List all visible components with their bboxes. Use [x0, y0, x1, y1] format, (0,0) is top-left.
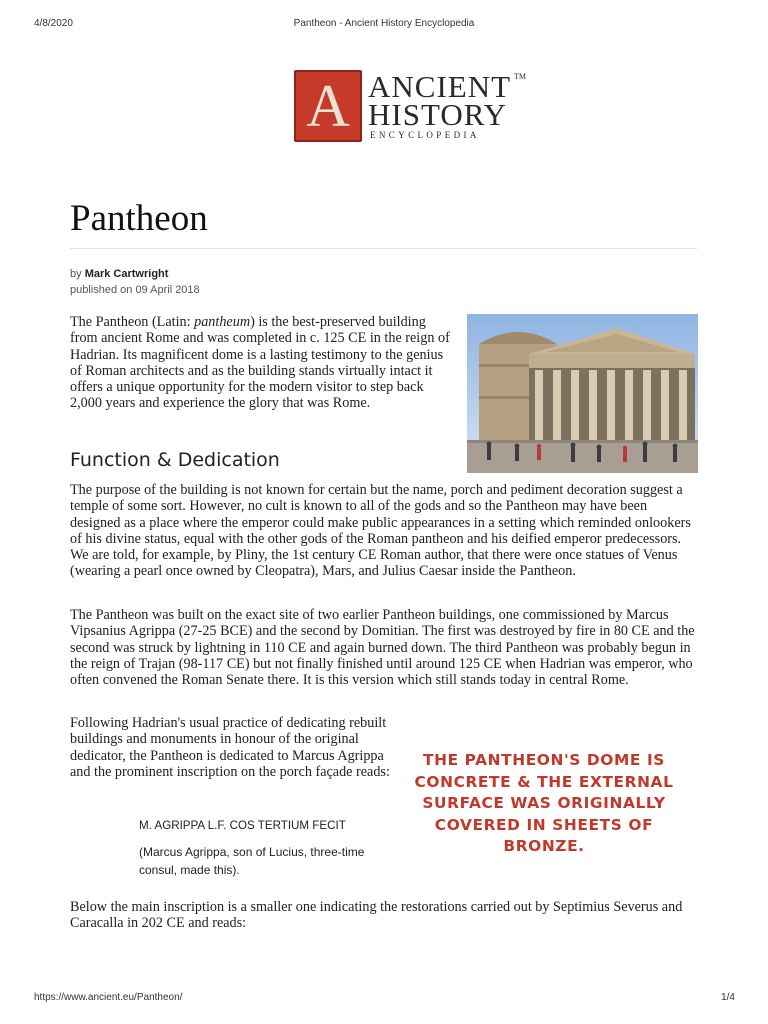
logo-trademark: TM [514, 72, 526, 81]
byline-prefix: by [70, 268, 82, 280]
intro-text-end: ) is the best-preserved building from ancient Rome and was completed in c. 125 CE in the reign of Hadrian. Its magnificent dome is a lasting testimony to the genius of Roman architects and as the building stands virtually intact it offers a unique opportunity for the modern visitor to step back 2,000 years and experience the glory that was Rome. [70, 314, 450, 412]
print-page-number: 1/4 [721, 992, 735, 1003]
logo-line-history: HISTORY [368, 97, 508, 132]
paragraph-history: The Pantheon was built on the exact site of two earlier Pantheon buildings, one commissioned by Marcus Vipsanius Agrippa (27-25 BCE) and the second by Domitian. The first was destroyed by fire in 80 CE and the second was struck by lightning in 110 CE and again burned down. The third Pantheon was probably begun in the reign of Trajan (98-117 CE) but not finally finished until around 125 CE when Hadrian was emperor, who often convened the Roman Senate there. It is this version which still stands today in central Rome. [70, 607, 695, 689]
author-link[interactable]: Mark Cartwright [84, 268, 169, 280]
page-title: Pantheon [70, 198, 208, 239]
logo-line-encyclopedia: ENCYCLOPEDIA [370, 130, 480, 140]
print-header [0, 18, 768, 32]
print-date: 4/8/2020 [34, 18, 73, 29]
intro-latin-term: pantheum [194, 314, 251, 330]
byline [70, 266, 200, 298]
intro-text-start: The Pantheon (Latin: [70, 314, 195, 330]
print-footer [0, 992, 768, 1006]
pantheon-photo[interactable] [467, 314, 698, 473]
intro-paragraph [70, 314, 452, 412]
section-heading: Function & Dedication [70, 449, 280, 471]
logo-letter: A [306, 73, 350, 139]
print-url[interactable]: https://www.ancient.eu/Pantheon/ [34, 992, 183, 1003]
publish-date: published on 09 April 2018 [70, 284, 200, 296]
site-logo[interactable] [294, 70, 524, 144]
print-doc-title: Pantheon - Ancient History Encyclopedia [293, 18, 475, 29]
inscription-text: M. AGRIPPA L.F. COS TERTIUM FECIT [139, 819, 346, 832]
logo-mark [294, 70, 362, 142]
logo-line-ancient: ANCIENT [368, 69, 512, 104]
title-divider [70, 248, 697, 249]
pull-quote: THE PANTHEON'S DOME IS CONCRETE & THE EXTERNAL SURFACE WAS ORIGINALLY COVERED IN SHEETS OF BRONZE. [414, 751, 674, 856]
paragraph-dedication: Following Hadrian's usual practice of dedicating rebuilt buildings and monuments in honour of the original dedicator, the Pantheon is dedicated to Marcus Agrippa and the prominent inscription on the porch façade reads: [70, 715, 390, 780]
inscription-translation: (Marcus Agrippa, son of Lucius, three-time consul, made this). [139, 845, 365, 877]
paragraph-purpose: The purpose of the building is not known for certain but the name, porch and pediment decoration suggest a temple of some sort. However, no cult is known to all of the gods and so the Pantheon may have been designed as a place where the emperor could make public appearances in a setting which reminded onlookers of his divine status, equal with the other gods of the Roman pantheon and his deified emperor predecessors. We are told, for example, by Pliny, the 1st century CE Roman author, that there were once statues of Venus (wearing a pearl once owned by Cleopatra), Mars, and Julius Caesar inside the Pantheon. [70, 482, 691, 580]
paragraph-restoration: Below the main inscription is a smaller one indicating the restorations carried out by Septimius Severus and Caracalla in 202 CE and reads: [70, 899, 683, 932]
pantheon-photo-image [467, 314, 698, 473]
